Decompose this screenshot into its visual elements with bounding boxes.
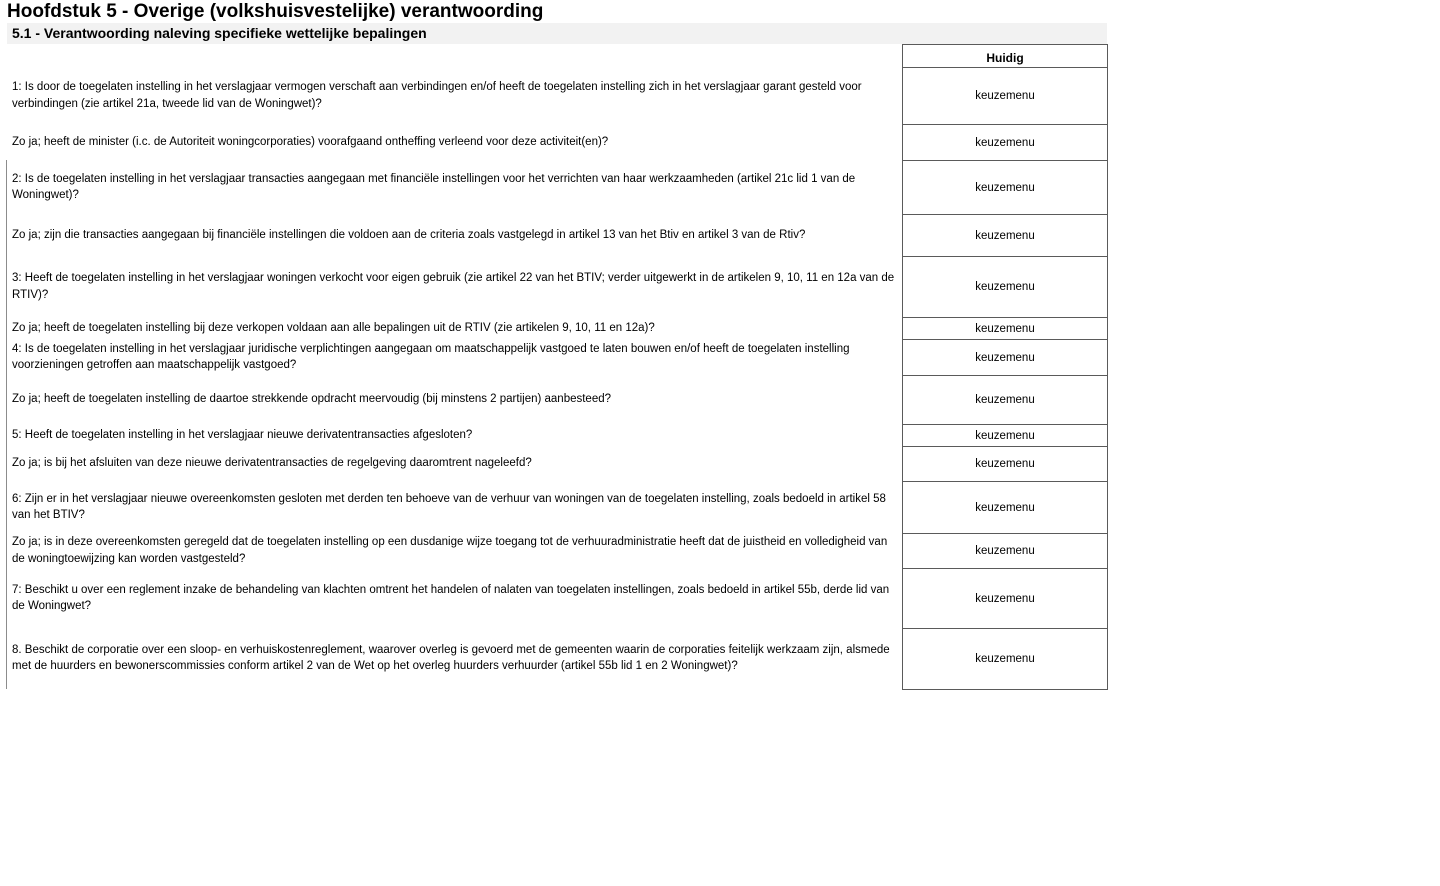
- question-text: Zo ja; zijn die transacties aangegaan bij financiële instellingen die voldoen aan de criteria zoals vastgelegd in artikel 13 van het Btiv en artikel 3 van de Rtiv?: [12, 228, 806, 241]
- section-header: [7, 23, 1107, 44]
- question-text: Zo ja; is bij het afsluiten van deze nieuwe derivatentransacties de regelgeving daaromtrent nageleefd?: [12, 457, 532, 470]
- answer-dropdown[interactable]: keuzemenu: [902, 256, 1108, 317]
- question-text: Zo ja; heeft de toegelaten instelling de daartoe strekkende opdracht meervoudig (bij minstens 2 partijen) aanbesteed?: [12, 393, 612, 406]
- left-border-line: [6, 160, 7, 689]
- question-text: 6: Zijn er in het verslagjaar nieuwe overeenkomsten gesloten met derden ten behoeve van de verhuur van woningen van de toegelaten instelling, zoals bedoeld in artikel 58 van het BTIV?: [12, 492, 886, 521]
- question-text: Zo ja; heeft de toegelaten instelling bij deze verkopen voldaan aan alle bepalingen uit de RTIV (zie artikelen 9, 10, 11 en 12a)?: [12, 321, 655, 334]
- column-header-huidig: Huidig: [986, 51, 1024, 65]
- section-title: 5.1 - Verantwoording naleving specifieke wettelijke bepalingen: [12, 25, 427, 41]
- question-text: 4: Is de toegelaten instelling in het verslagjaar juridische verplichtingen aangegaan om maatschappelijk vastgoed te laten bouwen en/of heeft de toegelaten instelling voorzieningen getroffen aan maatschappelijk vastgoed?: [12, 342, 850, 371]
- answer-dropdown[interactable]: keuzemenu: [902, 317, 1108, 339]
- question-text: 1: Is door de toegelaten instelling in het verslagjaar vermogen verschaft aan verbindingen en/of heeft de toegelaten instelling zich in het verslagjaar garant gesteld voor verbindingen (zie artikel 21a, tweede lid van de Woningwet)?: [12, 81, 862, 110]
- answer-dropdown[interactable]: keuzemenu: [902, 214, 1108, 256]
- answer-dropdown[interactable]: keuzemenu: [902, 533, 1108, 568]
- answer-dropdown[interactable]: keuzemenu: [902, 628, 1108, 688]
- question-text: Zo ja; heeft de minister (i.c. de Autoriteit woningcorporaties) voorafgaand ontheffing verleend voor deze activiteit(en)?: [12, 135, 609, 148]
- answer-dropdown[interactable]: keuzemenu: [902, 446, 1108, 481]
- answer-dropdown[interactable]: keuzemenu: [902, 375, 1108, 424]
- question-text: 5: Heeft de toegelaten instelling in het verslagjaar nieuwe derivatentransacties afgesloten?: [12, 428, 473, 441]
- question-text: 7: Beschikt u over een reglement inzake de behandeling van klachten omtrent het handelen of nalaten van toegelaten instellingen, zoals bedoeld in artikel 55b, derde lid van de Woningwet?: [12, 583, 890, 612]
- page-title: Hoofdstuk 5 - Overige (volkshuisvestelijke) verantwoording: [7, 1, 544, 22]
- answer-dropdown[interactable]: keuzemenu: [902, 424, 1108, 446]
- answer-dropdown[interactable]: keuzemenu: [902, 481, 1108, 533]
- question-text: 2: Is de toegelaten instelling in het verslagjaar transacties aangegaan met financiële instellingen voor het verrichten van haar werkzaamheden (artikel 21c lid 1 van de Woningwet)?: [12, 172, 856, 201]
- question-text: 3: Heeft de toegelaten instelling in het verslagjaar woningen verkocht voor eigen gebruik (zie artikel 22 van het BTIV; verder uitgewerkt in de artikelen 9, 10, 11 en 12a van de RTIV)?: [12, 272, 895, 301]
- answer-dropdown[interactable]: keuzemenu: [902, 160, 1108, 214]
- answer-dropdown[interactable]: keuzemenu: [902, 339, 1108, 375]
- question-text: 8. Beschikt de corporatie over een sloop- en verhuiskostenreglement, waarover overleg is gevoerd met de gemeenten waarin de corporaties feitelijk werkzaam zijn, alsmede met de huurders en bewonerscommissies conform artikel 2 van de Wet op het overleg huurders verhuurder (artikel 55b lid 1 en 2 Woningwet)?: [12, 643, 890, 672]
- answer-dropdown[interactable]: keuzemenu: [902, 568, 1108, 628]
- answer-dropdown[interactable]: keuzemenu: [902, 124, 1108, 160]
- question-text: Zo ja; is in deze overeenkomsten geregeld dat de toegelaten instelling op een dusdanige wijze toegang tot de verhuuradministratie heeft dat de juistheid en volledigheid van de woningtoewijzing kan worden vastgesteld?: [12, 536, 888, 565]
- answer-dropdown[interactable]: keuzemenu: [902, 67, 1108, 124]
